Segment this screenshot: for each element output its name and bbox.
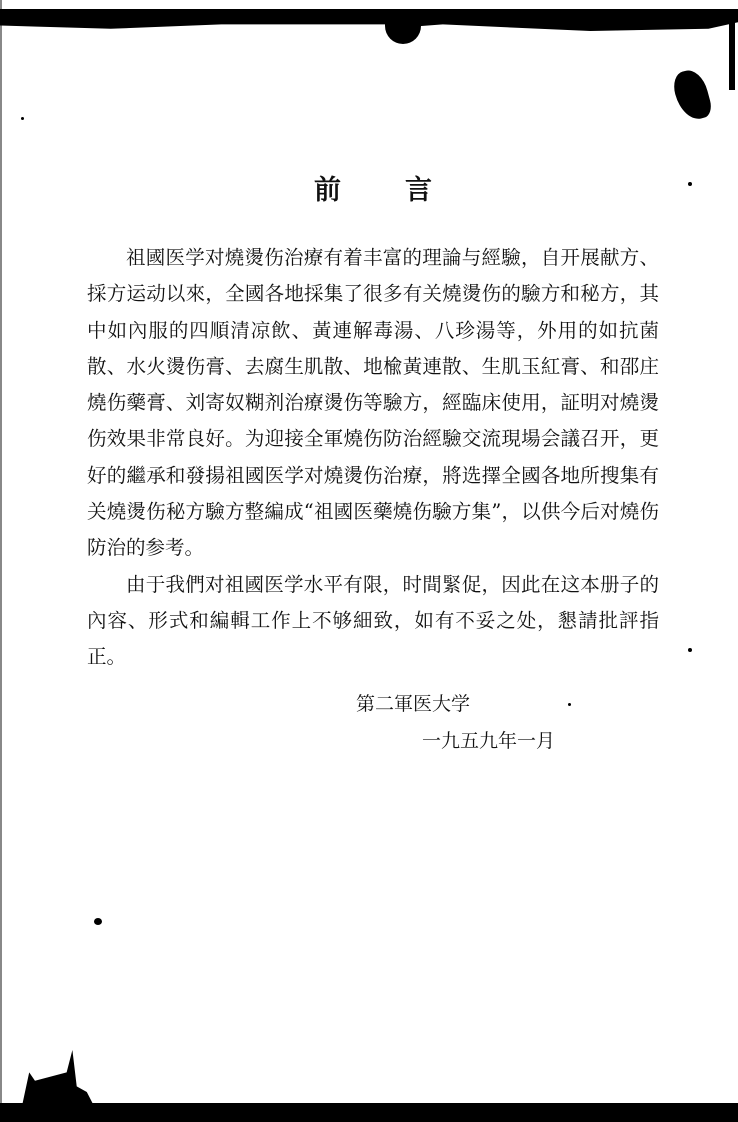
ink-speck — [94, 918, 102, 925]
title-char: 前 — [314, 175, 341, 206]
title-char: 言 — [405, 175, 432, 206]
scan-edge-bottom — [0, 1103, 738, 1122]
ink-speck — [568, 703, 571, 706]
ink-blot — [670, 67, 714, 124]
scan-edge-right — [729, 10, 735, 90]
ink-speck — [21, 117, 24, 120]
ink-blot — [385, 20, 421, 44]
signature-date: 一九五九年一月 — [422, 730, 556, 752]
paragraph: 祖國医学对燒燙伤治療有着丰富的理論与經驗，自开展献方、採方运动以來，全國各地採集了很多有关燒燙伤的驗方和秘方，其中如內服的四順清凉飲、黃連解毒湯、八珍湯等，外用的如抗菌散、水火燙伤膏、去腐生肌散、地楡黃連散、生肌玉紅膏、和邵庄燒伤藥膏、刘寄奴糊剂治療燙伤等驗方，經臨床使用，証明对燒燙伤效果非常良好。为迎接全軍燒伤防治經驗交流現場会議召开，更好的繼承和發揚祖國医学对燒燙伤治療，將选擇全國各地所搜集有关燒燙伤秘方驗方整編成“祖國医藥燒伤驗方集”，以供今后对燒伤防治的参考。 — [87, 246, 659, 560]
paragraph: 由于我們对祖國医学水平有限，时間緊促，因此在这本册子的內容、形式和編輯工作上不够細致，如有不妥之处，懇請批評指正。 — [87, 572, 659, 669]
signature-organization: 第二軍医大学 — [356, 693, 471, 715]
signature-block — [356, 686, 555, 760]
ink-speck — [688, 648, 692, 652]
page-title — [0, 168, 738, 207]
scan-edge-top — [0, 9, 738, 31]
preface-body — [87, 240, 659, 676]
ink-blot — [22, 1050, 94, 1106]
